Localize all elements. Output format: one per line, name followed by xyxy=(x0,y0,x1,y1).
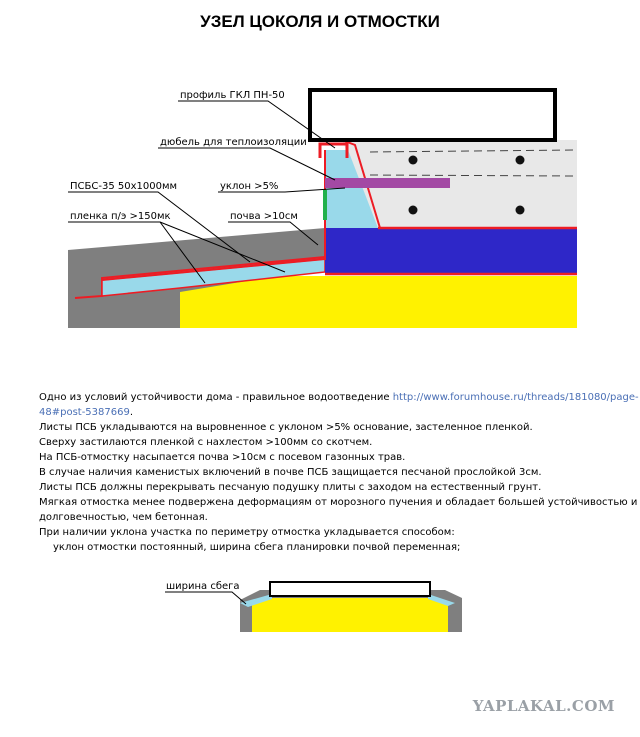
desc-line-1: Одно из условий устойчивости дома - правильное водоотведение http://www.forumhouse.ru/threads/181080/page- xyxy=(39,392,639,403)
desc-line: Мягкая отмостка менее подвержена деформациям от морозного пучения и обладает большей устойчивостью и xyxy=(39,497,638,508)
diagram-title: УЗЕЛ ЦОКОЛЯ И ОТМОСТКИ xyxy=(200,12,440,31)
label-slope: уклон >5% xyxy=(220,181,279,192)
label-dowel: дюбель для теплоизоляции xyxy=(160,137,307,148)
label-blind-width: ширина сбега xyxy=(166,581,240,592)
label-soil: почва >10см xyxy=(230,211,298,222)
insulation-dowel xyxy=(325,178,450,188)
forum-link-cont[interactable]: 48#post-5387669 xyxy=(39,407,130,418)
desc-line: Сверху застилаются пленкой с нахлестом >100мм со скотчем. xyxy=(39,437,373,448)
wall-block xyxy=(310,90,555,140)
label-film: пленка п/э >150мк xyxy=(70,211,171,222)
lower-slab xyxy=(270,582,430,596)
desc-line: долговечностью, чем бетонная. xyxy=(39,512,208,523)
leader-blind-width xyxy=(165,592,246,604)
watermark: YAPLAKAL.COM xyxy=(472,697,615,715)
desc-line-2: 48#post-5387669. xyxy=(39,407,134,418)
forum-link[interactable]: http://www.forumhouse.ru/threads/181080/page- xyxy=(392,392,639,403)
leader-dowel xyxy=(158,148,335,180)
description xyxy=(39,390,639,555)
rebar-dot xyxy=(409,206,418,215)
desc-indent-line: уклон отмостки постоянный, ширина сбега планировки почвой переменная; xyxy=(53,542,461,553)
desc-line: На ПСБ-отмостку насыпается почва >10см с посевом газонных трав. xyxy=(39,452,406,463)
label-profile: профиль ГКЛ ПН-50 xyxy=(180,90,285,101)
rebar-dot xyxy=(409,156,418,165)
desc-line: Листы ПСБ должны перекрывать песчаную подушку плиты с заходом на естественный грунт. xyxy=(39,482,542,493)
sand-cushion xyxy=(180,276,577,328)
desc-line: В случае наличия каменистых включений в почве ПСБ защищается песчаной прослойкой 3см. xyxy=(39,467,542,478)
lower-sand xyxy=(252,598,448,632)
desc-line: При наличии уклона участка по периметру отмостка укладывается способом: xyxy=(39,527,455,538)
rebar-dot xyxy=(516,206,525,215)
foundation-insulation xyxy=(325,228,577,274)
green-tape xyxy=(323,190,327,220)
desc-line: Листы ПСБ укладываются на выровненное с уклоном >5% основание, застеленное пленкой. xyxy=(39,422,533,433)
rebar-dot xyxy=(516,156,525,165)
label-psbs: ПСБС-35 50х1000мм xyxy=(70,181,178,192)
